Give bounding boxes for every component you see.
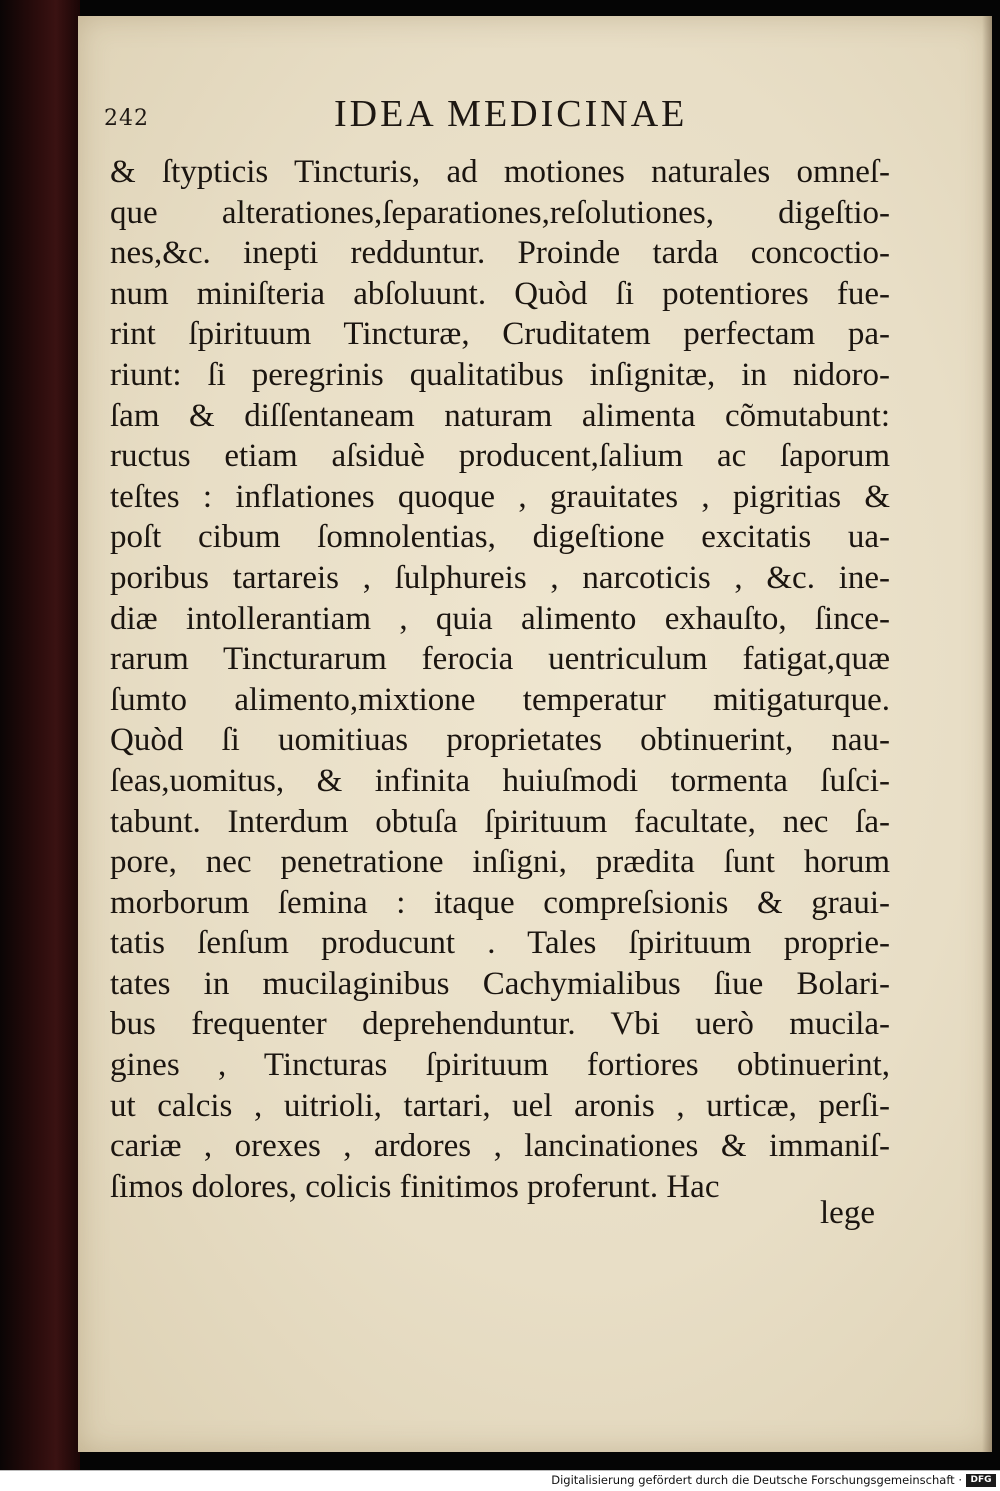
text-line: riunt: ſi peregrinis qualitatibus inſignitæ, in nidoro- (110, 356, 890, 393)
text-line: num miniſteria abſoluunt. Quòd ſi potentiores fue- (110, 275, 890, 312)
text-line: ſimos dolores, colicis finitimos proferunt. Hac (110, 1168, 720, 1205)
text-line: gines , Tincturas ſpirituum fortiores obtinuerint, (110, 1047, 890, 1084)
text-line: ructus etiam aſsiduè producent,ſalium ac ſaporum (110, 438, 890, 475)
text-line: pore, nec penetratione inſigni, prædita ſunt horum (110, 844, 890, 881)
text-line: nes,&c. inepti redduntur. Proinde tarda concoctio- (110, 235, 890, 272)
book-binding (0, 0, 80, 1470)
text-line: & ſtypticis Tincturis, ad motiones naturales omneſ- (110, 154, 890, 190)
text-line: poſt cibum ſomnolentias, digeſtione excitatis ua- (110, 519, 890, 556)
text-line: tatis ſenſum producunt . Tales ſpirituum proprie- (110, 925, 890, 962)
page-header (104, 92, 884, 136)
footer-bar (0, 1470, 1000, 1491)
page-number: 242 (104, 106, 149, 131)
dfg-logo: DFG (966, 1474, 996, 1487)
funding-credit: Digitalisierung gefördert durch die Deutsche Forschungsgemeinschaft · (551, 1473, 962, 1487)
text-line: rint ſpirituum Tincturæ, Cruditatem perfectam pa- (110, 316, 890, 353)
text-line: diæ intollerantiam , quia alimento exhauſto, ſince- (110, 600, 890, 637)
text-line: ſam & diſſentaneam naturam alimenta cõmutabunt: (110, 397, 890, 434)
text-line: Quòd ſi uomitiuas proprietates obtinuerint, nau- (110, 722, 890, 759)
text-line: morborum ſemina : itaque compreſsionis & graui- (110, 884, 890, 921)
catchword: lege (820, 1195, 875, 1231)
text-line: bus frequenter deprehenduntur. Vbi uerò mucila- (110, 1006, 890, 1043)
text-line: teſtes : inflationes quoque , grauitates , pigritias & (110, 478, 890, 515)
text-line: tabunt. Interdum obtuſa ſpirituum facultate, nec ſa- (110, 803, 890, 840)
text-line: ut calcis , uitrioli, tartari, uel aronis , urticæ, perſi- (110, 1087, 890, 1124)
text-line: tates in mucilaginibus Cachymialibus ſiue Bolari- (110, 965, 890, 1002)
text-line: ſumto alimento,mixtione temperatur mitigaturque. (110, 681, 890, 718)
body-text (110, 152, 890, 1207)
running-title: IDEA MEDICINAE (334, 93, 688, 135)
text-line: cariæ , orexes , ardores , lancinationes & immaniſ- (110, 1128, 890, 1165)
page-edge-shadow (982, 16, 992, 1452)
text-line: poribus tartareis , ſulphureis , narcoticis , &c. ine- (110, 559, 890, 596)
text-line: ſeas,uomitus, & infinita huiuſmodi tormenta ſuſci- (110, 762, 890, 799)
text-line: que alterationes,ſeparationes,reſolutiones, digeſtio- (110, 194, 890, 231)
text-line: rarum Tincturarum ferocia uentriculum fatigat,quæ (110, 641, 890, 678)
